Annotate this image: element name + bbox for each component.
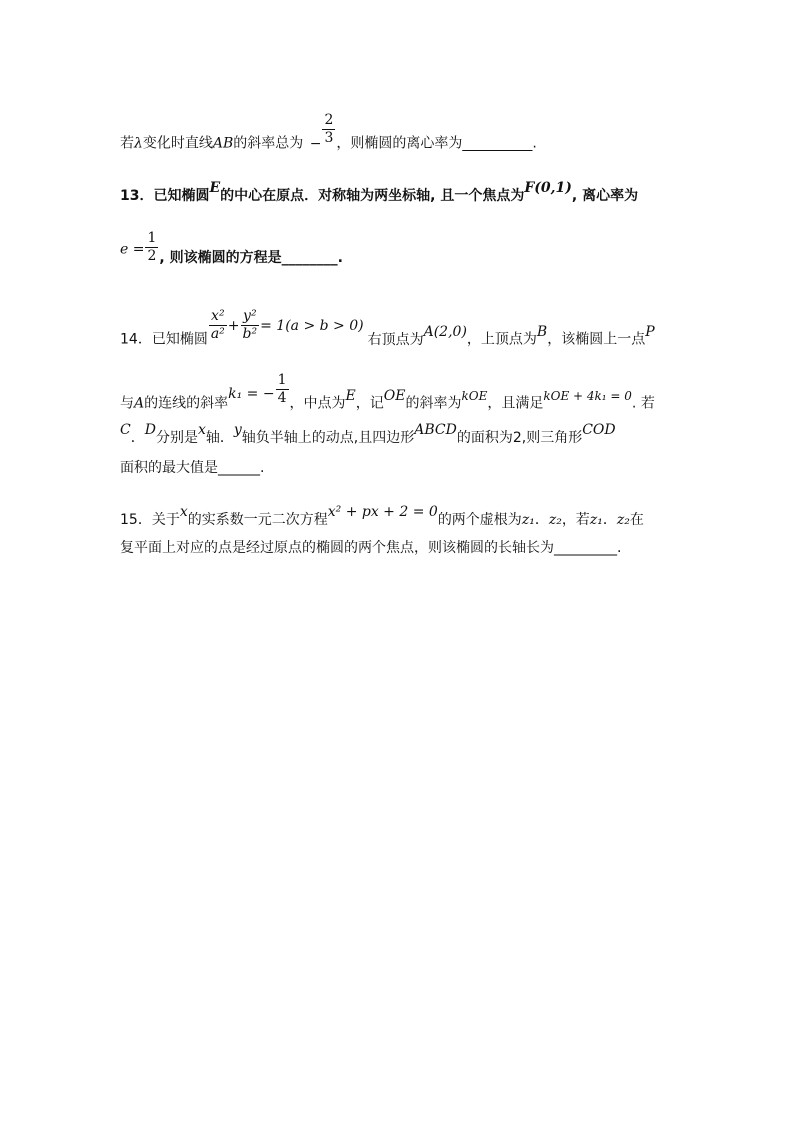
problem-number: 13． <box>120 188 154 204</box>
text: , 离心率为 <box>571 188 639 204</box>
text: 已知椭圆 <box>153 188 210 204</box>
text: 关于 <box>151 512 180 528</box>
math-b: B <box>536 323 548 340</box>
fraction-slope <box>322 112 335 147</box>
math-y: y <box>233 422 242 438</box>
problem-14-line-1 <box>120 308 655 357</box>
math-cod: COD <box>582 422 616 438</box>
text: , 则该椭圆的方程是________. <box>159 249 343 266</box>
problem-15-line-1 <box>120 504 644 530</box>
math-z2: z₂ <box>548 512 562 528</box>
math-e: E <box>209 180 221 196</box>
text: 轴． <box>205 430 234 446</box>
text: 的中心在原点．对称轴为两坐标轴, 且一个焦点为 <box>220 188 525 204</box>
text: 变化时直线 <box>142 135 213 152</box>
text: 的面积为2,则三角形 <box>456 430 583 446</box>
problem-12-line <box>120 112 537 161</box>
math-oe: OE <box>383 387 406 404</box>
problem-14-line-3 <box>120 422 616 448</box>
math-x: x <box>197 422 206 438</box>
text: 面积的最大值是______. <box>120 460 265 476</box>
frac-den: 2 <box>147 248 157 264</box>
text: 复平面上对应的点是经过原点的椭圆的两个焦点，则该椭圆的长轴长为_________. <box>120 540 622 556</box>
math-e: E <box>345 387 356 404</box>
math-condition: kOE + 4k₁ = 0 <box>543 388 632 403</box>
problem-13-line-1 <box>120 180 639 206</box>
frac-num: 1 <box>277 372 287 388</box>
math-p: P <box>645 323 655 340</box>
text: ，若 <box>561 512 590 528</box>
text: ，记 <box>355 395 384 412</box>
math-a: A <box>134 395 145 412</box>
problem-13-line-2 <box>120 232 343 267</box>
math-a-point: A(2,0) <box>423 323 467 340</box>
math-c: C <box>120 422 131 438</box>
text: ，该椭圆上一点 <box>547 331 646 348</box>
text: 的实系数一元二次方程 <box>187 512 328 528</box>
frac-num: x² <box>209 308 227 326</box>
math-d: D <box>144 422 156 438</box>
math-plus: + <box>227 317 240 334</box>
frac-num: y² <box>241 308 260 326</box>
math-z1: z₁ <box>589 512 603 528</box>
text: ． <box>534 512 549 528</box>
text: 的斜率为 <box>405 395 462 412</box>
math-e-eq: e = <box>120 241 145 258</box>
math-ab: AB <box>212 135 234 152</box>
frac-den: 4 <box>277 390 287 406</box>
math-k1-lhs: k₁ = − <box>228 385 275 402</box>
text: 的两个虚根为 <box>437 512 522 528</box>
math-x: x <box>179 504 188 520</box>
problem-14-line-4 <box>120 458 264 478</box>
math-abcd: ABCD <box>414 422 457 438</box>
problem-15-line-2 <box>120 538 621 558</box>
text: 在 <box>629 512 644 528</box>
text: 右顶点为 <box>367 331 424 348</box>
text: ，则椭圆的离心率为__________. <box>336 135 537 152</box>
frac-num: 1 <box>147 230 157 246</box>
fraction-x <box>209 308 227 343</box>
text: ，上顶点为 <box>466 331 537 348</box>
text: 已知椭圆 <box>151 331 208 348</box>
frac-num: 2 <box>324 112 334 128</box>
math-koe: kOE <box>461 388 488 403</box>
math-equation: x² + px + 2 = 0 <box>327 504 438 520</box>
text: ． <box>130 430 145 446</box>
math-lambda: λ <box>134 135 143 152</box>
text: ，且满足 <box>487 395 544 412</box>
text: 若 <box>120 135 134 152</box>
frac-den: 3 <box>324 130 334 146</box>
fraction-k1 <box>276 372 289 407</box>
fraction-e <box>145 230 158 265</box>
text: ． <box>602 512 617 528</box>
text: 的斜率总为 <box>233 135 304 152</box>
math-z2: z₂ <box>616 512 630 528</box>
problem-number: 14． <box>120 331 152 348</box>
frac-den: b² <box>242 326 258 342</box>
text: . 若 <box>631 395 655 412</box>
problem-number: 15． <box>120 512 152 528</box>
fraction-y <box>241 308 260 343</box>
math-z1: z₁ <box>521 512 535 528</box>
frac-den: a² <box>210 326 225 342</box>
math-minus: − <box>309 135 322 152</box>
math-rhs: = 1(a > b > 0) <box>260 317 364 334</box>
text: 分别是 <box>155 430 198 446</box>
text: 轴负半轴上的动点,且四边形 <box>241 430 415 446</box>
text: ，中点为 <box>289 395 346 412</box>
text: 的连线的斜率 <box>144 395 229 412</box>
text: 与 <box>120 395 134 412</box>
problem-14-line-2 <box>120 372 655 421</box>
math-focus: F(0,1) <box>524 180 572 196</box>
